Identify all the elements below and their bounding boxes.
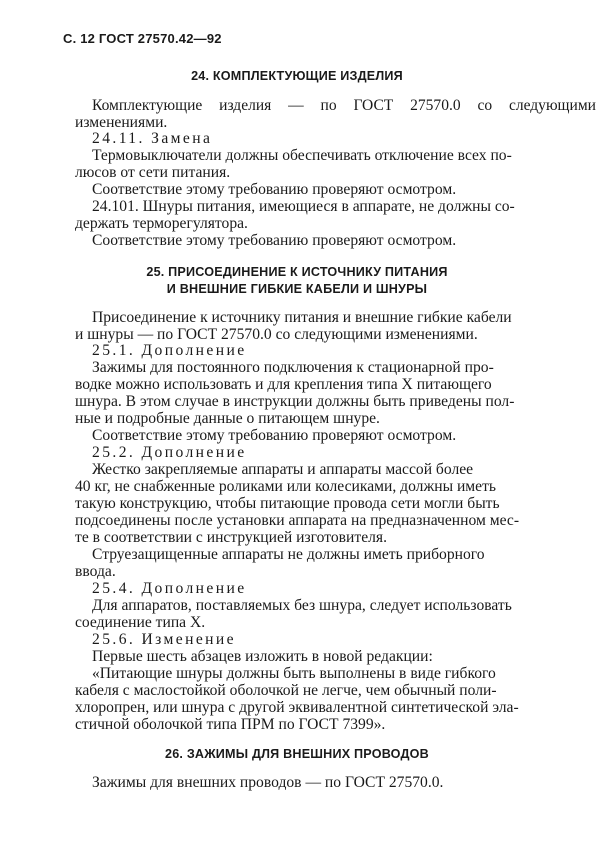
paragraph-line: Соответствие этому требованию проверяют осмотром. — [92, 427, 457, 444]
paragraph-line: ные и подробные данные о питающем шнуре. — [75, 410, 380, 427]
clause-heading: 25.4. Дополнение — [92, 580, 247, 597]
clause-heading: 25.2. Дополнение — [92, 444, 247, 461]
paragraph-line: Струезащищенные аппараты не должны иметь приборного — [92, 546, 485, 563]
paragraph-line: изменениями. — [75, 114, 168, 131]
paragraph-line: Соответствие этому требованию проверяют осмотром. — [92, 181, 457, 198]
paragraph-line: Комплектующие изделия — по ГОСТ 27570.0 со следующими — [92, 97, 596, 114]
paragraph-line: кабеля с маслостойкой оболочкой не легче, чем обычный поли- — [75, 682, 497, 699]
paragraph-line: Жестко закрепляемые аппараты и аппараты массой более — [92, 461, 474, 478]
paragraph-line: 40 кг, не снабженные роликами или колесиками, должны иметь — [75, 478, 496, 495]
paragraph-line: 24.101. Шнуры питания, имеющиеся в аппарате, не должны со- — [92, 198, 515, 215]
section-title: 26. ЗАЖИМЫ ДЛЯ ВНЕШНИХ ПРОВОДОВ — [165, 747, 429, 761]
paragraph-line: шнура. В этом случае в инструкции должны быть приведены пол- — [75, 393, 515, 410]
paragraph-line: водке можно использовать и для крепления типа X питающего — [75, 376, 492, 393]
paragraph-line: ввода. — [75, 563, 116, 580]
paragraph-line: Термовыключатели должны обеспечивать отключение всех по- — [92, 147, 512, 164]
paragraph-line: подсоединены после установки аппарата на предназначенном мес- — [75, 512, 520, 529]
paragraph-line: те в соответствии с инструкцией изготовителя. — [75, 529, 387, 546]
paragraph-line: такую конструкцию, чтобы питающие провода сети могли быть — [75, 495, 500, 512]
paragraph-line: и шнуры — по ГОСТ 27570.0 со следующими изменениями. — [75, 326, 478, 343]
paragraph-line: Зажимы для внешних проводов — по ГОСТ 27570.0. — [92, 774, 444, 791]
clause-heading: 25.1. Дополнение — [92, 342, 247, 359]
clause-heading: 25.6. Изменение — [92, 631, 236, 648]
paragraph-line: Для аппаратов, поставляемых без шнура, следует использовать — [92, 597, 512, 614]
paragraph-line: стичной оболочкой типа ПРМ по ГОСТ 7399». — [75, 716, 386, 733]
paragraph-line: держать терморегулятора. — [75, 215, 248, 232]
section-title: 24. КОМПЛЕКТУЮЩИЕ ИЗДЕЛИЯ — [191, 69, 403, 83]
paragraph-line: люсов от сети питания. — [75, 164, 231, 181]
paragraph-line: Зажимы для постоянного подключения к стационарной про- — [92, 359, 494, 376]
clause-heading: 24.11. Замена — [92, 130, 213, 147]
paragraph-line: Соответствие этому требованию проверяют осмотром. — [92, 232, 457, 249]
section-title: 25. ПРИСОЕДИНЕНИЕ К ИСТОЧНИКУ ПИТАНИЯ — [146, 265, 448, 279]
paragraph-line: соединение типа X. — [75, 614, 206, 631]
paragraph-line: Присоединение к источнику питания и внешние гибкие кабели — [92, 309, 512, 326]
paragraph-line: хлоропрен, или шнура с другой эквивалентной синтетической эла- — [75, 699, 519, 716]
paragraph-line: Первые шесть абзацев изложить в новой редакции: — [92, 648, 433, 665]
page-header: С. 12 ГОСТ 27570.42—92 — [63, 31, 222, 46]
paragraph-line: «Питающие шнуры должны быть выполнены в виде гибкого — [92, 665, 496, 682]
section-title: И ВНЕШНИЕ ГИБКИЕ КАБЕЛИ И ШНУРЫ — [166, 282, 428, 296]
